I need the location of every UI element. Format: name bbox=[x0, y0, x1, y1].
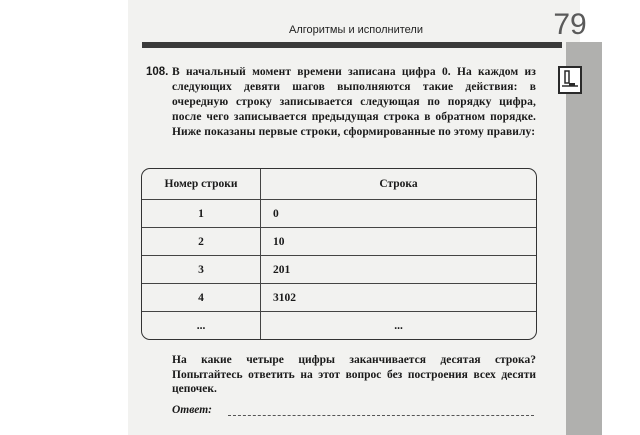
row-string-cell: 201 bbox=[261, 256, 536, 284]
sequence-table bbox=[141, 168, 537, 340]
table-row bbox=[142, 312, 536, 339]
table-row bbox=[142, 256, 536, 284]
page-number: 79 bbox=[553, 8, 587, 41]
task-number: 108. bbox=[146, 66, 169, 78]
row-number-cell: 3 bbox=[142, 256, 261, 284]
answer-line[interactable] bbox=[228, 415, 534, 416]
row-string-cell: 10 bbox=[261, 228, 536, 256]
row-string-cell: ... bbox=[394, 319, 403, 332]
task-text: В начальный момент времени записана цифра 0. На каждом из следующих девяти шагов выполняются такие действия: в очередную строку записывается следующая по порядку цифра, после чего записывается предыдущая строка в обратном порядке. Ниже показаны первые строки, сформированные по этому правилу: bbox=[172, 66, 536, 138]
header-rule bbox=[142, 42, 562, 48]
column-header-string: Строка bbox=[261, 169, 536, 200]
row-string-cell: 0 bbox=[261, 200, 536, 228]
row-number-cell: ... bbox=[142, 312, 261, 339]
table-header-row bbox=[142, 169, 536, 200]
computer-icon bbox=[558, 66, 582, 94]
column-header-row-number: Номер строки bbox=[142, 169, 261, 200]
answer-label: Ответ: bbox=[172, 404, 212, 416]
table-row bbox=[142, 228, 536, 256]
row-string-cell: 3102 bbox=[261, 284, 536, 312]
row-number-cell: 1 bbox=[142, 200, 261, 228]
running-title: Алгоритмы и исполнители bbox=[288, 24, 423, 36]
row-number-cell: 2 bbox=[142, 228, 261, 256]
side-margin-band bbox=[566, 42, 602, 435]
table-row bbox=[142, 284, 536, 312]
question-text: На какие четыре цифры заканчивается десятая строка? Попытайтесь ответить на этот вопрос без построения всех десяти цепочек. bbox=[172, 354, 536, 395]
table-row bbox=[142, 200, 536, 228]
row-number-cell: 4 bbox=[142, 284, 261, 312]
